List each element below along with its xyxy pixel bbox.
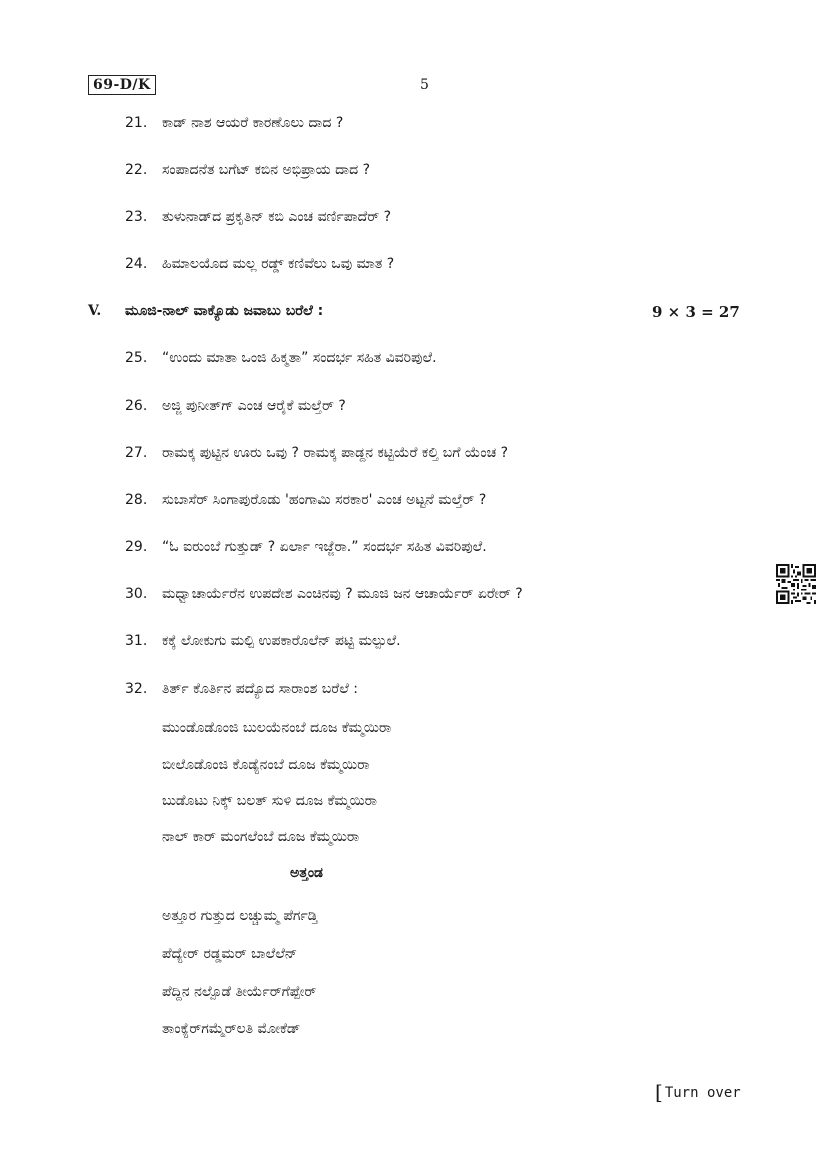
turn-over-note — [655, 1080, 741, 1104]
question-23 — [125, 209, 391, 225]
question-number: 27. — [125, 445, 148, 461]
question-number: 22. — [125, 162, 148, 178]
question-31 — [125, 633, 401, 649]
question-number: 23. — [125, 209, 148, 225]
question-text: ಸುಬಾಸೆರ್ ಸಿಂಗಾಪುರೊಡು 'ಹಂಗಾಮಿ ಸರಕಾರ' ಎಂಚ ಅಟ್ಟನೆ ಮಲ್ತೆರ್ ? — [162, 492, 487, 508]
question-number: 24. — [125, 256, 148, 272]
question-22 — [125, 162, 370, 178]
question-number: 26. — [125, 398, 148, 414]
question-28 — [125, 492, 486, 508]
question-text: ತುಳುನಾಡ್‌ದ ಪ್ರಕೃತಿನ್ ಕಬಿ ಎಂಚ ವರ್ಣಿಪಾದೆರ್ ? — [162, 209, 392, 225]
bracket-mark: [ — [655, 1080, 663, 1104]
question-number: 21. — [125, 115, 148, 131]
question-text: “ಉಂದು ಮಾತಾ ಒಂಜಿ ಹಿಕ್ಮತಾ” ಸಂದರ್ಭ ಸಹಿತ ವಿವರಿಪುಲೆ. — [162, 350, 437, 366]
poem-line: ಬೀಲೊಡೊಂಜಿ ಕೊಡ್ಯೆನಂಬೆ ದೂಜ ಕೆಮ್ಮಯಿರಾ — [162, 757, 370, 773]
question-number: 32. — [125, 681, 148, 697]
or-separator: ಅತ್ತಂಡ — [290, 865, 323, 881]
turn-over-label: Turn over — [664, 1085, 741, 1101]
question-number: 31. — [125, 633, 148, 649]
page-number: 5 — [420, 77, 429, 93]
poem-line: ನಾಲ್ ಕಾರ್ ಮಂಗಲೆಂಬೆ ದೂಜ ಕೆಮ್ಮಯಿರಾ — [162, 829, 360, 845]
question-text: ಕಾಡ್ ನಾಶ ಆಯರೆ ಕಾರಣೊಲು ದಾದ ? — [162, 115, 344, 131]
question-30 — [125, 586, 523, 602]
question-number: 29. — [125, 539, 148, 555]
question-code-box: 69-D/K — [88, 75, 156, 95]
question-21 — [125, 115, 343, 131]
question-32 — [125, 681, 358, 697]
question-number: 30. — [125, 586, 148, 602]
question-number: 28. — [125, 492, 148, 508]
poem-line: ಪೆದ್ದಿನ ನಲ್ಪೊಡೆ ತೀರ್ಯೆರ್‌ಗೆಪ್ಪೇರ್ — [162, 984, 317, 1000]
qr-code-icon — [776, 564, 816, 604]
question-text: ಹಿಮಾಲಯೊದ ಮಲ್ಲ ರಡ್ಡ್ ಕಣಿವೆಲು ಒವು ಮಾತ ? — [162, 256, 395, 272]
question-27 — [125, 445, 508, 461]
question-29 — [125, 539, 487, 555]
section-instruction: ಮೂಜಿ-ನಾಲ್ ವಾಕ್ಯೊಡು ಜವಾಬು ಬರೆಲೆ : — [125, 303, 324, 319]
section-number: V. — [88, 303, 102, 319]
section-marks: 9 × 3 = 27 — [652, 303, 740, 321]
question-text: ಕಕ್ಕೆ ಲೋಕುಗು ಮಲ್ಪಿ ಉಪಕಾರೊಲೆನ್ ಪಟ್ಟಿ ಮಲ್ಪುಲೆ. — [162, 633, 401, 649]
question-text: ತಿರ್ತ್ ಕೊರ್ತಿನ ಪದ್ಯೊದ ಸಾರಾಂಶ ಬರೆಲೆ : — [162, 681, 359, 697]
poem-line: ಬುಡೊಟು ನಿಕ್ಕ್ ಬಲತ್ ಸುಳಿ ದೂಜ ಕೆಮ್ಮಯಿರಾ — [162, 793, 378, 809]
poem-line: ತಾಂಕ್ಯೆರ್‌ಗಮ್ಮೆರ್‌ಲತಿ ಮೋಕೆಡ್ — [162, 1021, 301, 1037]
question-text: ಅಜ್ಜಿ ಪುನೀತ್‌ಗ್ ಎಂಚ ಆರೈಕೆ ಮಲ್ತೆರ್ ? — [162, 398, 346, 414]
section-heading — [88, 303, 323, 319]
question-26 — [125, 398, 346, 414]
question-text: “ಓ ಐರುಂಬೆ ಗುತ್ತುಡ್ ? ಏರ್ಲಾ ಇಜ್ಜೆರಾ.” ಸಂದರ್ಭ ಸಹಿತ ವಿವರಿಪುಲೆ. — [162, 539, 487, 555]
question-text: ಮಧ್ವಾಚಾರ್ಯೆರೆನ ಉಪದೇಶ ಎಂಚಿನವು ? ಮೂಜಿ ಜನ ಆಚಾರ್ಯೆರ್ ಏರೇರ್ ? — [162, 586, 523, 602]
question-text: ಸಂಪಾದನೆತ ಬಗೆಟ್ ಕಬಿನ ಅಭಿಪ್ರಾಯ ದಾದ ? — [162, 162, 371, 178]
question-24 — [125, 256, 394, 272]
poem-line: ಪೆದ್ಯೇರ್ ರಡ್ಡಮರ್ ಬಾಲೆಲೆನ್ — [162, 946, 298, 962]
question-number: 25. — [125, 350, 148, 366]
question-text: ರಾಮಕ್ಕ ಪುಟ್ಟಿನ ಊರು ಒವು ? ರಾಮಕ್ಕ ಪಾಡ್ದನ ಕಟ್ಟಿಯೆರೆ ಕಲ್ತಿ ಬಗೆ ಯೆಂಚ ? — [162, 445, 509, 461]
poem-line: ಮುಂಡೊಡೊಂಜಿ ಬುಲಯೆನಂಬೆ ದೂಜ ಕೆಮ್ಮಯಿರಾ — [162, 720, 392, 736]
poem-line: ಅತ್ತೂರ ಗುತ್ತುದ ಲಚ್ಚುಮ್ಮ ಪೆರ್ಗಡ್ತಿ — [162, 908, 318, 924]
question-25 — [125, 350, 437, 366]
